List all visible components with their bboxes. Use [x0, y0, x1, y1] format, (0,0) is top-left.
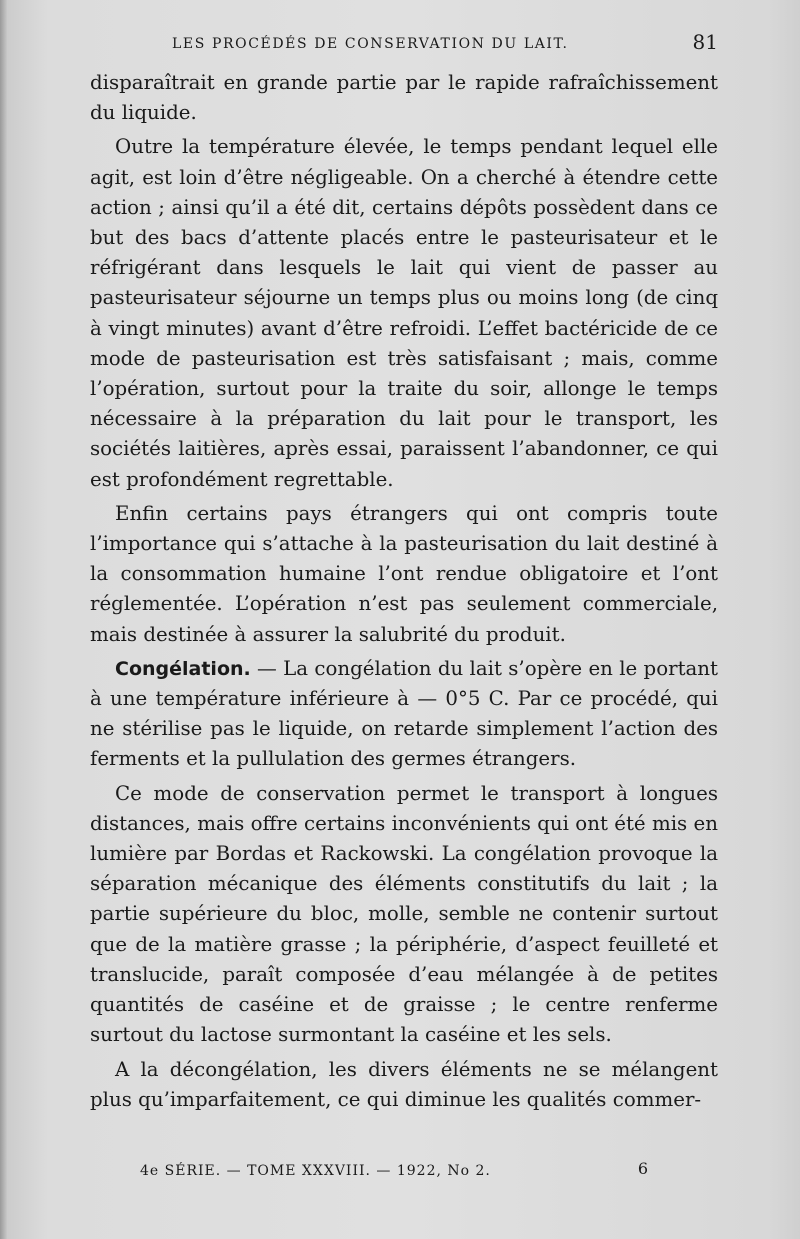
printer-signature: 4e SÉRIE. — TOME XXXVIII. — 1922, No 2. [140, 1163, 491, 1179]
page-number: 81 [692, 30, 718, 54]
paragraph: Ce mode de conservation permet le transport à longues distances, mais offre certains inconvénients qui ont été mis en lumière par Bordas et Rackowski. La congélation provoque la séparation mécanique des éléments constitutifs du lait ; la partie supérieure du bloc, molle, semble ne contenir surtout que de la matière grasse ; la périphérie, d’aspect feuilleté et translucide, paraît composée d’eau mélangée à de petites quantités de caséine et de graisse ; le centre renferme surtout du lactose surmontant la caséine et les sels. [90, 781, 718, 1047]
running-head: LES PROCÉDÉS DE CONSERVATION DU LAIT. [172, 36, 569, 52]
signature-number: 6 [637, 1159, 648, 1178]
paragraph: Outre la température élevée, le temps pendant lequel elle agit, est loin d’être négligeable. On a cherché à étendre cette action ; ainsi qu’il a été dit, certains dépôts possèdent dans ce but des bacs d’attente placés entre le pasteurisateur et le réfrigérant dans lesquels le lait qui vient de passer au pasteurisateur séjourne un temps plus ou moins long (de cinq à vingt minutes) avant d’être refroidi. L’effet bactéricide de ce mode de pasteurisation est très satisfaisant ; mais, comme l’opération, surtout pour la traite du soir, allonge le temps nécessaire à la préparation du lait pour le transport, les sociétés laitières, après essai, paraissent l’abandonner, ce qui est profondément regrettable. [90, 135, 718, 491]
paragraph: A la décongélation, les divers éléments ne se mélangent plus qu’imparfaitement, ce qui diminue les qualités commer- [90, 1057, 718, 1111]
page-footer [140, 1159, 660, 1187]
page-binding-edge [0, 0, 8, 1239]
paragraph: Congélation. — La congélation du lait s’opère en le portant à une température inférieure à — 0°5 C. Par ce procédé, qui ne stérilise pas le liquide, on retarde simplement l’action des ferments et la pullulation des germes étrangers. [90, 656, 718, 771]
section-heading: Congélation. [115, 657, 251, 680]
paragraph: disparaîtrait en grande partie par le rapide rafraîchissement du liquide. [90, 71, 718, 125]
paragraph: Enfin certains pays étrangers qui ont compris toute l’importance qui s’attache à la pasteurisation du lait destiné à la consommation humaine l’ont rendue obligatoire et l’ont réglementée. L’opération n’est pas seulement commerciale, mais destinée à assurer la salubrité du produit. [90, 501, 718, 646]
body-text [90, 68, 718, 1115]
page-header [90, 30, 718, 60]
